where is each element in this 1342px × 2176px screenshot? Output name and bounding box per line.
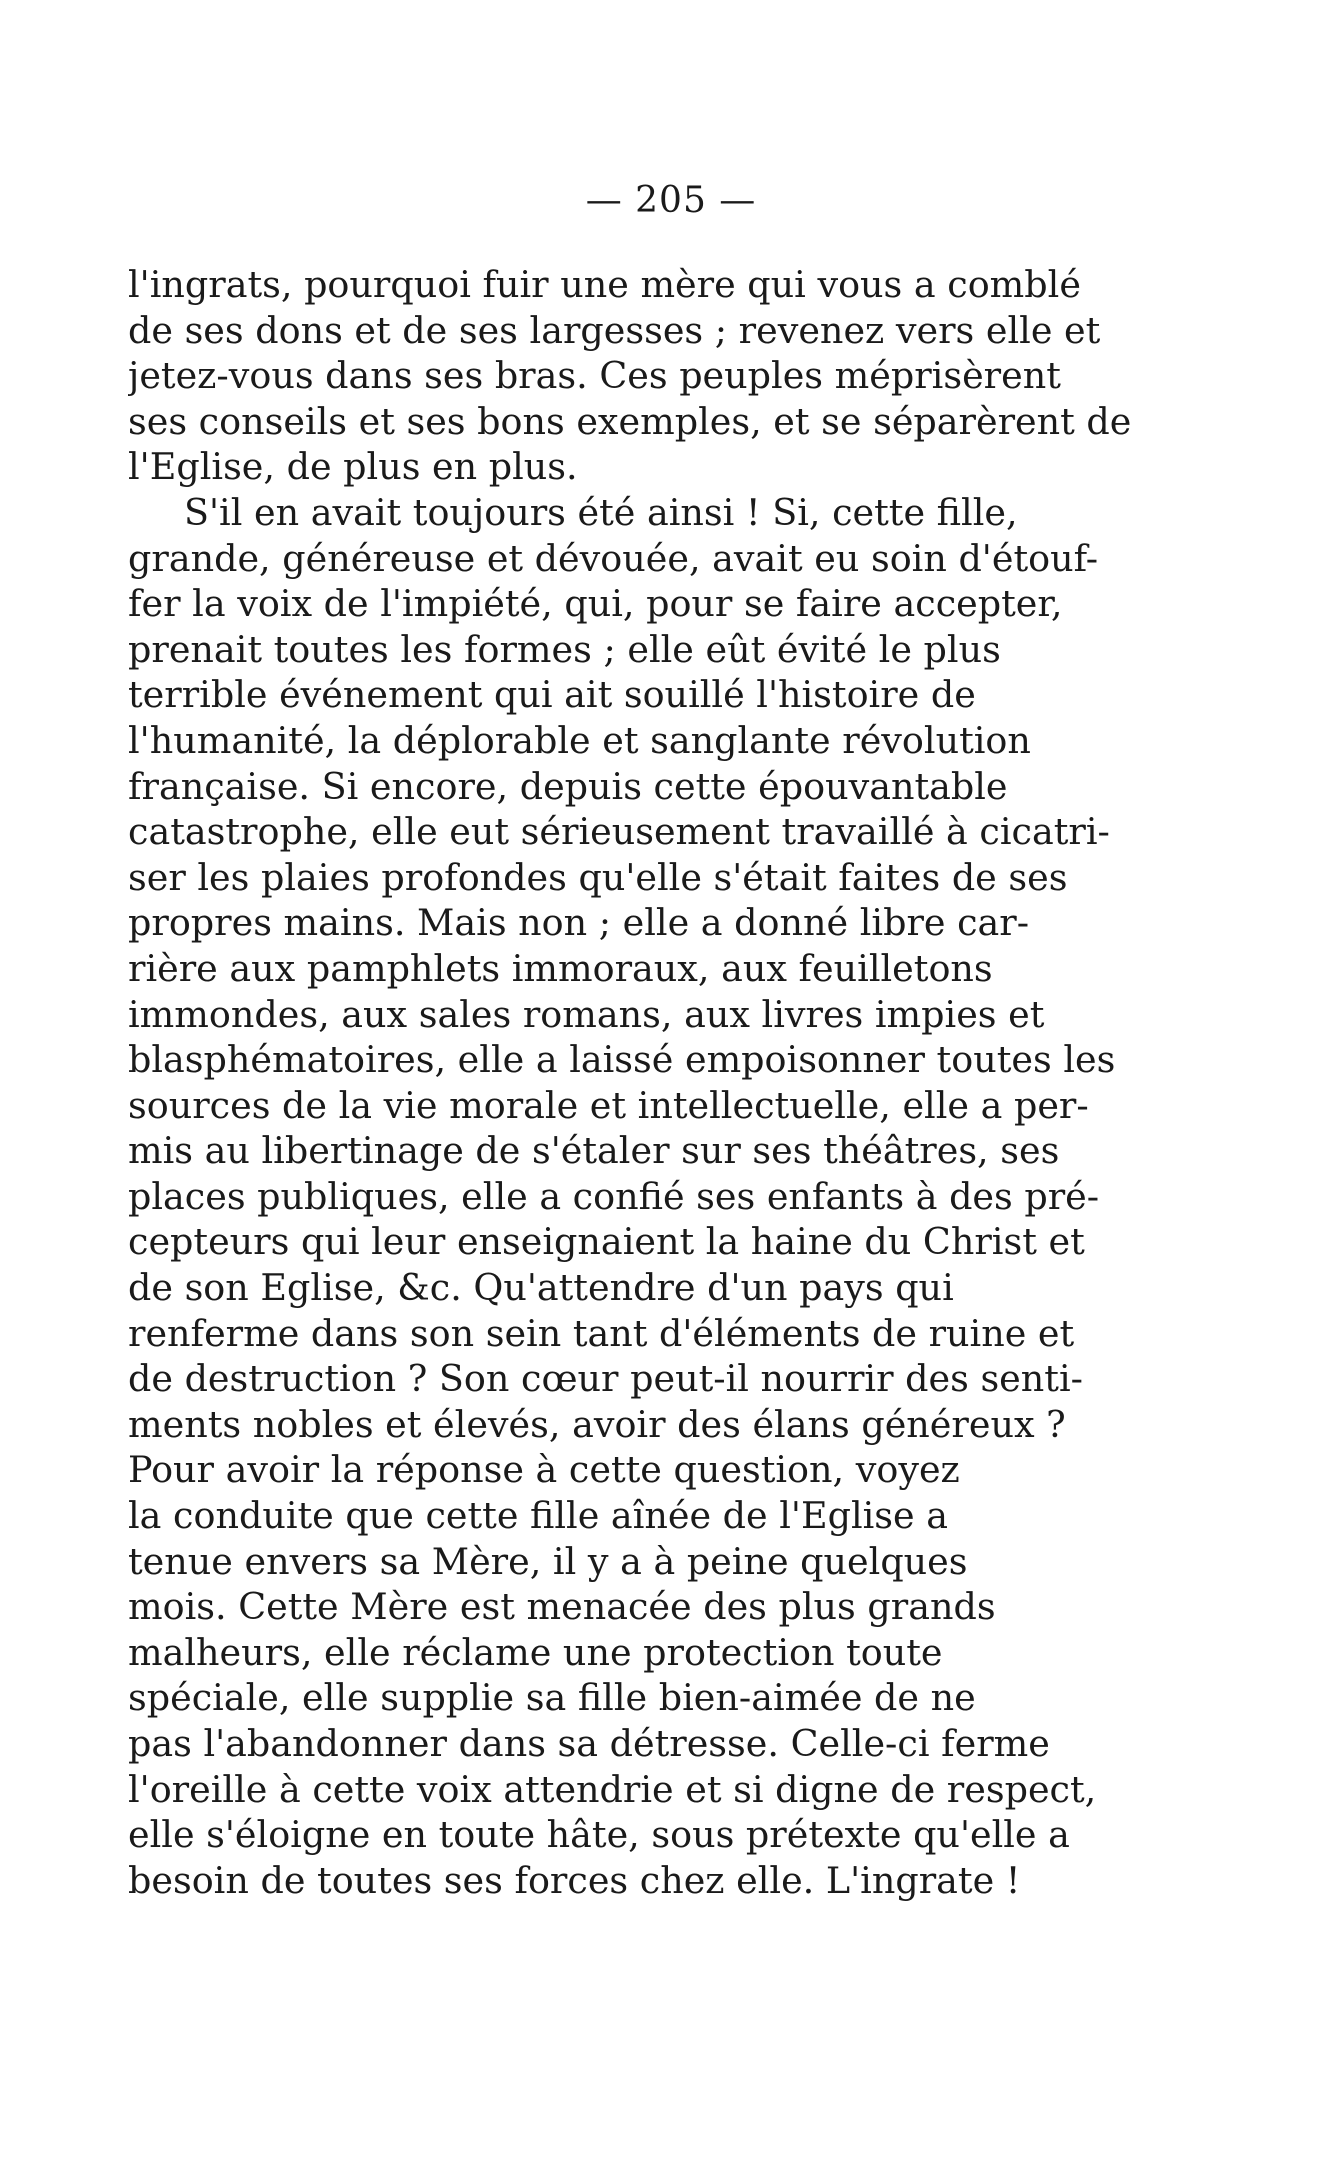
text-line: française. Si encore, depuis cette épouvantable	[128, 764, 1008, 808]
page-number: — 205 —	[585, 180, 757, 221]
text-line: mois. Cette Mère est menacée des plus grands	[128, 1585, 996, 1629]
text-line: fer la voix de l'impiété, qui, pour se faire accepter,	[128, 582, 1063, 626]
text-line: elle s'éloigne en toute hâte, sous prétexte qu'elle a	[128, 1813, 1070, 1857]
text-line: immondes, aux sales romans, aux livres impies et	[128, 992, 1045, 1036]
text-line: besoin de toutes ses forces chez elle. L'ingrate !	[128, 1858, 1021, 1902]
text-line: places publiques, elle a confié ses enfants à des pré-	[128, 1174, 1100, 1218]
text-line: l'humanité, la déplorable et sanglante révolution	[128, 718, 1031, 762]
text-line: mis au libertinage de s'étaler sur ses théâtres, ses	[128, 1129, 1060, 1173]
text-line: rière aux pamphlets immoraux, aux feuilletons	[128, 946, 993, 990]
text-line: cepteurs qui leur enseignaient la haine du Christ et	[128, 1220, 1085, 1264]
text-line: propres mains. Mais non ; elle a donné libre car-	[128, 901, 1030, 945]
text-line: de son Eglise, &c. Qu'attendre d'un pays qui	[128, 1266, 954, 1310]
text-line: l'ingrats, pourquoi fuir une mère qui vous a comblé	[128, 263, 1081, 306]
text-line: jetez-vous dans ses bras. Ces peuples méprisèrent	[128, 354, 1061, 398]
text-line: malheurs, elle réclame une protection toute	[128, 1630, 943, 1674]
text-line: ses conseils et ses bons exemples, et se séparèrent de	[128, 399, 1132, 443]
text-line: de destruction ? Son cœur peut-il nourrir des senti-	[128, 1357, 1083, 1401]
text-line: catastrophe, elle eut sérieusement travaillé à cicatri-	[128, 810, 1110, 854]
text-line: tenue envers sa Mère, il y a à peine quelques	[128, 1539, 968, 1583]
text-line: terrible événement qui ait souillé l'histoire de	[128, 673, 976, 717]
text-line: grande, généreuse et dévouée, avait eu soin d'étouf-	[128, 536, 1099, 580]
text-line: ser les plaies profondes qu'elle s'était faites de ses	[128, 855, 1068, 899]
text-line: pas l'abandonner dans sa détresse. Celle-ci ferme	[128, 1722, 1050, 1765]
text-line: sources de la vie morale et intellectuelle, elle a per-	[128, 1083, 1089, 1127]
text-line: de ses dons et de ses largesses ; revenez vers elle et	[128, 308, 1101, 352]
text-line: blasphématoires, elle a laissé empoisonner toutes les	[128, 1038, 1116, 1082]
text-line: l'oreille à cette voix attendrie et si digne de respect,	[128, 1767, 1097, 1811]
text-line: spéciale, elle supplie sa fille bien-aimée de ne	[128, 1676, 976, 1720]
body-text	[128, 262, 1143, 1903]
text-line: S'il en avait toujours été ainsi ! Si, cette fille,	[184, 490, 1018, 534]
text-line: l'Eglise, de plus en plus.	[128, 445, 578, 489]
text-line: renferme dans son sein tant d'éléments de ruine et	[128, 1311, 1075, 1355]
text-line: la conduite que cette fille aînée de l'Eglise a	[128, 1494, 949, 1538]
text-line: prenait toutes les formes ; elle eût évité le plus	[128, 627, 1001, 671]
text-line: Pour avoir la réponse à cette question, voyez	[128, 1448, 960, 1492]
text-line: ments nobles et élevés, avoir des élans généreux ?	[128, 1402, 1066, 1446]
